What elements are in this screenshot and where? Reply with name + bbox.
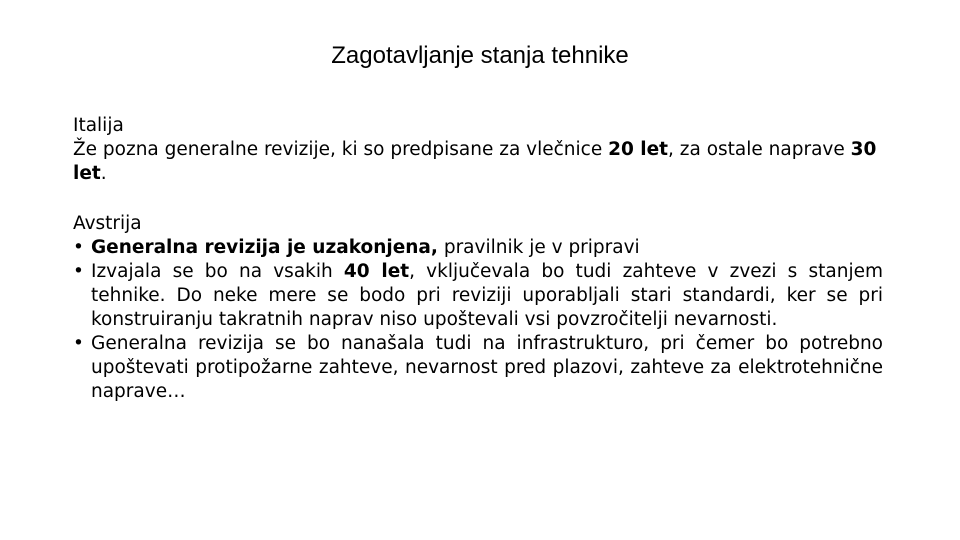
bullet-item-2 [73,260,883,332]
section-avstrija [73,212,883,404]
bullet-marker: • [73,261,84,282]
italija-text [73,138,883,186]
section-heading-avstrija: Avstrija [73,213,142,234]
bullet-2-text-part-2: , vključevala bo tudi zahteve v zvezi s stanjem tehnike. Do neke mere se bodo pri reviziji uporabljali stari standardi, ker se pri konstruiranju takratnih naprav niso upoštevali vsi povzročitelji nevarnosti. [91,261,883,330]
italija-text-bold-2: 30 let [73,139,877,184]
italija-text-part-1: Že pozna generalne revizije, ki so predpisane za vlečnice [73,139,609,160]
bullet-1-bold: Generalna revizija je uzakonjena, [91,237,438,258]
section-spacer [73,186,883,212]
bullet-2-text-part-1: Izvajala se bo na vsakih [91,261,344,282]
slide-content [73,114,883,404]
section-italija [73,114,883,186]
avstrija-bullet-list [73,236,883,404]
slide-title: Zagotavljanje stanja tehnike [331,42,629,69]
bullet-item-3 [73,332,883,404]
bullet-marker: • [73,333,84,354]
bullet-2-bold: 40 let [343,261,410,282]
italija-text-part-3: . [100,163,107,184]
bullet-item-1 [73,236,883,260]
section-heading-italija: Italija [73,115,124,136]
italija-text-bold-1: 20 let [608,139,669,160]
bullet-1-text: pravilnik je v pripravi [437,237,640,258]
bullet-marker: • [73,237,84,258]
bullet-3-text: Generalna revizija se bo nanašala tudi na infrastrukturo, pri čemer bo potrebno upoštevati protipožarne zahteve, nevarnost pred plazovi, zahteve za elektrotehnične naprave… [91,333,883,402]
italija-text-part-2: , za ostale naprave [668,139,851,160]
